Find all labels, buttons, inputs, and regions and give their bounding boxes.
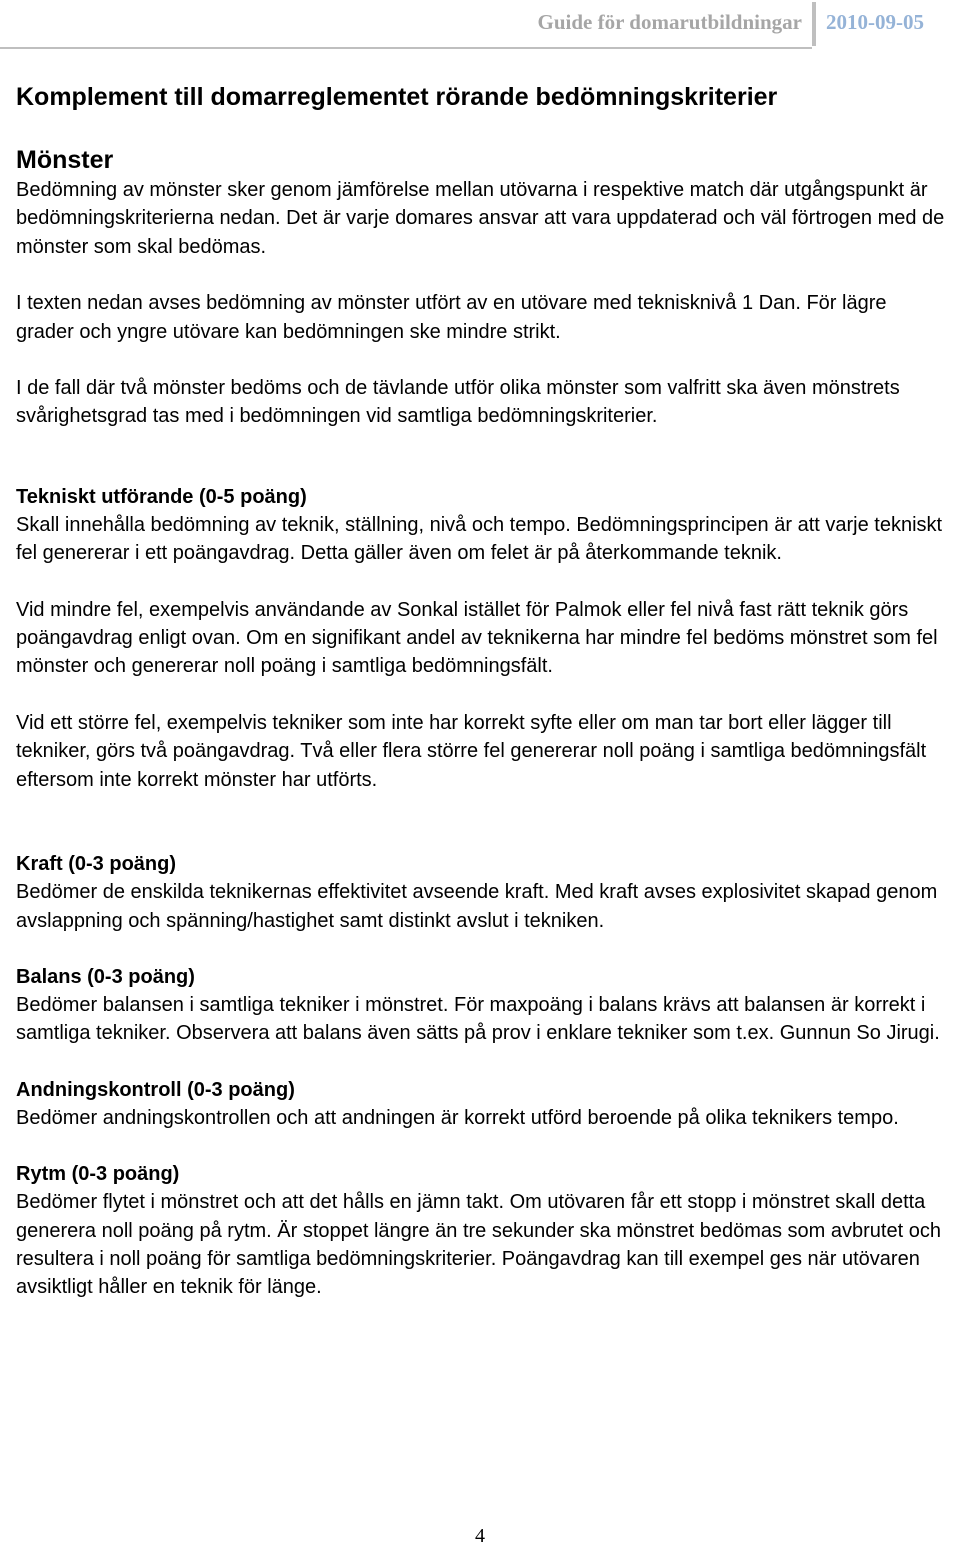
header-separator: [812, 2, 816, 46]
document-body: [16, 80, 946, 1302]
andning-heading: Andningskontroll (0-3 poäng): [16, 1078, 295, 1101]
tekniskt-paragraph-1: Skall innehålla bedömning av teknik, ställning, nivå och tempo. Bedömningsprincipen är att varje tekniskt fel genererar i ett poängavdrag. Detta gäller även om felet är på återkommande teknik.: [16, 513, 943, 565]
document-title: Komplement till domarreglementet rörande bedömningskriterier: [16, 83, 778, 111]
rytm-paragraph: Bedömer flytet i mönstret och att det hålls en jämn takt. Om utövaren får ett stopp i mönstret skall detta generera noll poäng på rytm. Är stoppet längre än tre sekunder ska mönstret bedömas som avbrutet och resultera i noll poäng för samtliga bedömningskriterier. Poängavdrag kan till exempel ges när utövaren avsiktligt håller en teknik för länge.: [16, 1191, 941, 1299]
intro-paragraph-1: Bedömning av mönster sker genom jämförelse mellan utövarna i respektive match där utgångspunkt är bedömningskriterierna nedan. Det är varje domares ansvar att vara uppdaterad och väl förtrogen med de mönster som skal bedömas.: [16, 179, 945, 258]
page-header: [0, 0, 960, 50]
tekniskt-paragraph-3: Vid ett större fel, exempelvis tekniker som inte har korrekt syfte eller om man tar bort eller lägger till tekniker, görs två poängavdrag. Två eller flera större fel genererar noll poäng i samtliga bedömningsfält eftersom inte korrekt mönster har utförts.: [16, 711, 927, 791]
header-rule: [0, 47, 812, 49]
intro-paragraph-3: I de fall där två mönster bedöms och de tävlande utför olika mönster som valfritt ska även mönstrets svårighetsgrad tas med i bedömningen vid samtliga bedömningskriterier.: [16, 377, 900, 428]
page-number: 4: [475, 1525, 485, 1547]
andning-paragraph: Bedömer andningskontrollen och att andningen är korrekt utförd beroende på olika teknikers tempo.: [16, 1106, 899, 1129]
header-date: 2010-09-05: [826, 10, 924, 34]
balans-paragraph: Bedömer balansen i samtliga tekniker i mönstret. För maxpoäng i balans krävs att balansen är korrekt i samtliga tekniker. Observera att balans även sätts på prov i enklare tekniker som t.ex. Gunnun So Jirugi.: [16, 993, 940, 1045]
rytm-heading: Rytm (0-3 poäng): [16, 1163, 180, 1186]
tekniskt-paragraph-2: Vid mindre fel, exempelvis användande av Sonkal istället för Palmok eller fel nivå fast rätt teknik görs poängavdrag enligt ovan. Om en signifikant andel av teknikerna har mindre fel bedöms mönstret som fel mönster och genererar noll poäng i samtliga bedömningsfält.: [16, 598, 938, 678]
intro-paragraph-2: I texten nedan avses bedömning av mönster utfört av en utövare med teknisknivå 1 Dan. För lägre grader och yngre utövare kan bedömningen ske mindre strikt.: [16, 292, 887, 343]
tekniskt-heading: Tekniskt utförande (0-5 poäng): [16, 485, 307, 508]
section-heading: Mönster: [16, 146, 114, 174]
kraft-paragraph: Bedömer de enskilda teknikernas effektivitet avseende kraft. Med kraft avses explosivitet skapad genom avslappning och spänning/hastighet samt distinkt avslut i tekniken.: [16, 881, 938, 932]
kraft-heading: Kraft (0-3 poäng): [16, 853, 176, 876]
balans-heading: Balans (0-3 poäng): [16, 965, 195, 988]
header-title: Guide för domarutbildningar: [537, 10, 802, 34]
